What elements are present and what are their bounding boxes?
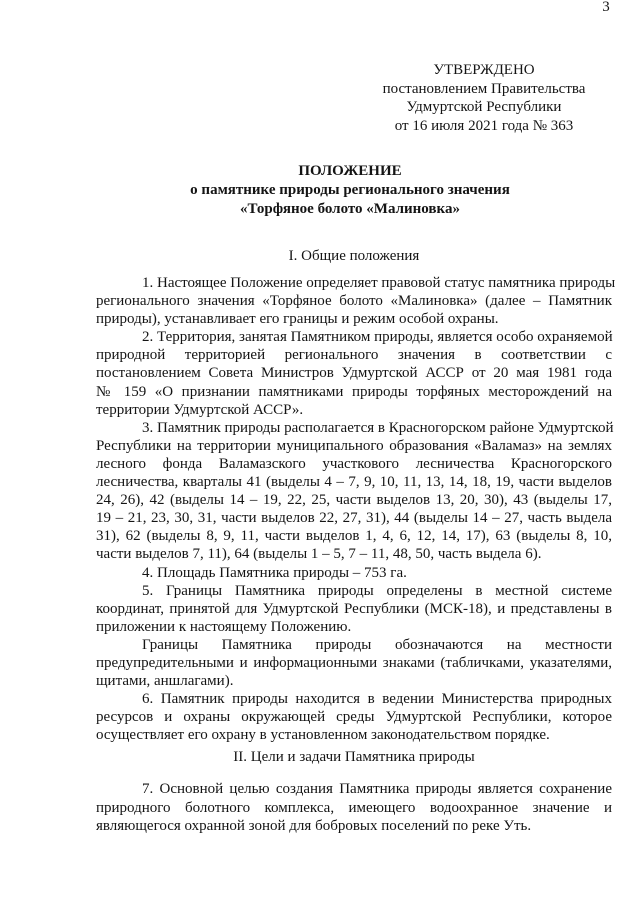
paragraph-line: территории Удмуртской АССР». xyxy=(96,401,304,418)
paragraph-line: 19 – 21, 23, 30, 31, части выделов 22, 27, 31), 44 (выделы 14 – 27, часть выдела xyxy=(96,510,612,527)
paragraph-line: постановлением Совета Министров Удмуртской АССР от 20 мая 1981 года xyxy=(96,365,612,382)
paragraph-line: лесного фонда Валамазского участкового лесничества Красногорского xyxy=(96,455,612,472)
section-body xyxy=(96,274,616,744)
approval-date-number: от 16 июля 2021 года № 363 xyxy=(394,117,574,134)
paragraph-line: 2. Территория, занятая Памятником природы, является особо охраняемой xyxy=(142,329,613,346)
paragraph-line: 7. Основной целью создания Памятника природы является сохранение xyxy=(142,781,612,797)
clause-5-continuation xyxy=(96,636,612,690)
approval-heading: УТВЕРЖДЕНО xyxy=(433,62,535,78)
clause-7 xyxy=(96,780,612,836)
paragraph-line: 1. Настоящее Положение определяет правовой статус памятника природы xyxy=(142,275,616,291)
document-title-main: ПОЛОЖЕНИЕ xyxy=(298,163,402,179)
paragraph-line: 6. Памятник природы находится в ведении Министерства природных xyxy=(142,691,612,708)
document-title-subtitle: о памятнике природы регионального значения xyxy=(190,182,510,198)
approval-line: постановлением Правительства xyxy=(382,80,586,97)
paragraph-line: Границы Памятника природы обозначаются на местности xyxy=(142,636,612,653)
paragraph-line: Республики на территории муниципального образования «Валамаз» на землях xyxy=(96,437,612,454)
paragraph-line: № 159 «О признании памятниками природы торфяных месторождений на xyxy=(96,383,612,400)
paragraph-line: щитами, аншлагами). xyxy=(96,673,234,690)
clause-5 xyxy=(96,582,612,636)
paragraph-line: природной территорией регионального значения в соответствии с xyxy=(96,347,612,364)
paragraph-line: приложении к настоящему Положению. xyxy=(96,618,352,635)
paragraph-line: 3. Памятник природы располагается в Красногорском районе Удмуртской xyxy=(142,419,614,436)
document-title xyxy=(96,162,604,219)
paragraph-line: 31), 62 (выделы 8, 9, 11, части выделов 1, 4, 6, 12, 14, 17), 63 (выделы 8, 10, xyxy=(96,528,612,545)
clause-1 xyxy=(96,274,616,328)
section-heading: II. Цели и задачи Памятника природы xyxy=(233,749,475,765)
section-heading: I. Общие положения xyxy=(288,248,420,264)
paragraph-line: предупредительными и информационными знаками (табличками, указателями, xyxy=(96,654,612,671)
paragraph-line: 24, 26), 42 (выделы 14 – 19, 22, 25, части выделов 13, 20, 30), 43 (выделы 17, xyxy=(96,492,612,509)
approval-line: Удмуртской Республики xyxy=(406,99,562,116)
clause-6 xyxy=(96,690,612,744)
paragraph-line: 4. Площадь Памятника природы – 753 га. xyxy=(142,564,407,581)
paragraph-line: части выделов 7, 11), 64 (выделы 1 – 5, 7 – 11, 48, 50, часть выдела 6). xyxy=(96,546,542,563)
clause-4 xyxy=(96,564,612,582)
paragraph-line: ресурсов и охраны окружающей среды Удмуртской Республики, которое xyxy=(96,709,612,726)
paragraph-line: лесничества, кварталы 41 (выделы 4 – 7, 9, 10, 11, 13, 14, 18, 19, части выделов xyxy=(96,474,612,491)
document-title-name: «Торфяное болото «Малиновка» xyxy=(240,201,460,217)
paragraph-line: координат, принятой для Удмуртской Республики (МСК-18), и представлены в xyxy=(96,600,612,617)
clause-2 xyxy=(96,328,612,418)
approval-block xyxy=(364,61,604,135)
paragraph-line: регионального значения «Торфяное болото «Малиновка» (далее – Памятник xyxy=(96,293,612,310)
page-number: 3 xyxy=(602,0,610,15)
clause-3 xyxy=(96,419,612,564)
paragraph-line: 5. Границы Памятника природы определены в местной системе xyxy=(142,582,612,599)
section-body xyxy=(96,780,612,836)
paragraph-line: природы), устанавливает его границы и режим особой охраны. xyxy=(96,311,499,328)
paragraph-line: природного болотного комплекса, имеющего водоохранное значение и xyxy=(96,799,612,816)
paragraph-line: являющегося охранной зоной для бобровых поселений по реке Уть. xyxy=(96,818,532,835)
paragraph-line: осуществляет его охрану в установленном законодательством порядке. xyxy=(96,727,550,744)
